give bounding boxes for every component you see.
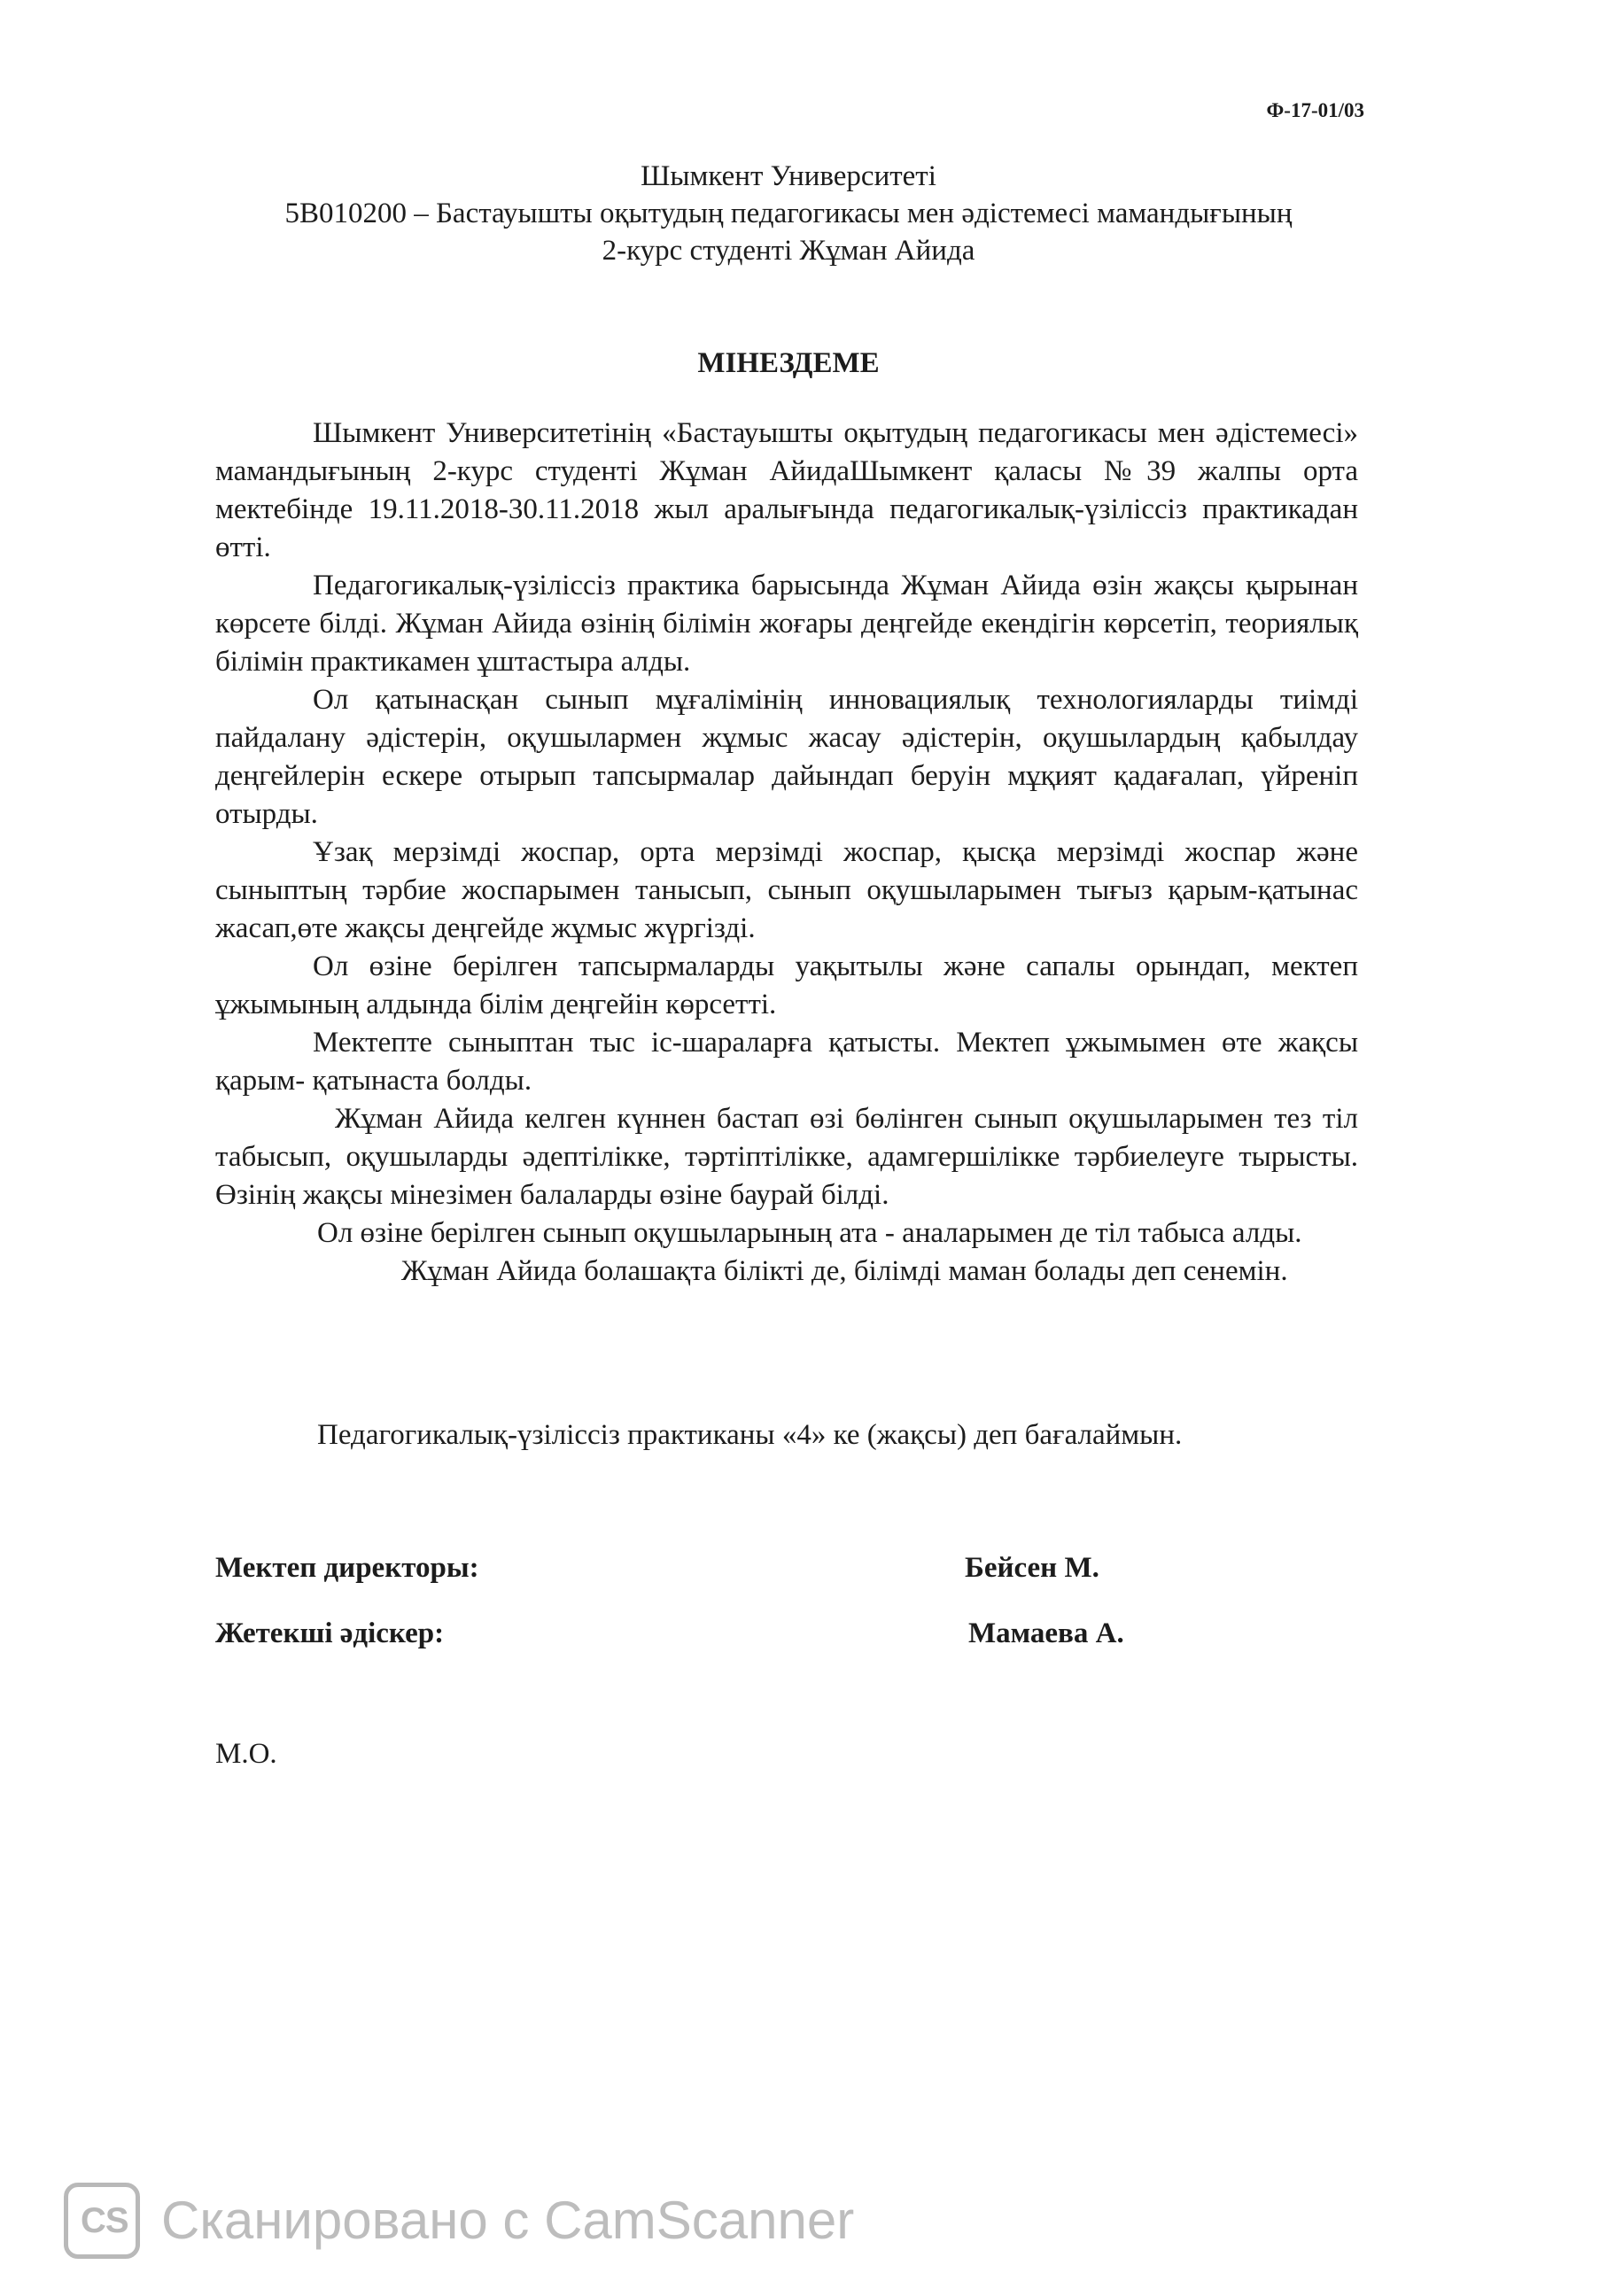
document-body: [215, 415, 1358, 1291]
paragraph: Мектепте сыныптан тыс іс-шараларға қатысты. Мектеп ұжымымен өте жақсы қарым- қатынаста болды.: [215, 1027, 1358, 1097]
paragraph: Ол өзіне берілген сынып оқушыларының ата - аналарымен де тіл табыса алды.: [317, 1217, 1302, 1249]
signature-row-methodist: [215, 1617, 1367, 1656]
form-code: Ф-17-01/03: [1266, 99, 1364, 121]
paragraph: Жұман Айида келген күннен бастап өзі бөлінген сынып оқушыларымен тез тіл табысып, оқушыларды әдептілікке, тәртіптілікке, адамгершілікке тәрбиелеуге тырысты. Өзінің жақсы мінезімен балаларды өзіне баурай білді.: [215, 1103, 1358, 1211]
paragraph: Шымкент Университетінің «Бастауышты оқытудың педагогикасы мен әдістемесі» мамандығының 2-курс студенті Жұман АйидаШымкент қаласы №39 жалпы орта мектебінде 19.11.2018-30.11.2018 жыл аралығында педагогикалық-үзіліссіз практикадан өтті.: [215, 417, 1358, 563]
signature-label: Жетекші әдіскер:: [215, 1617, 445, 1649]
paragraph: Ол өзіне берілген тапсырмаларды уақытылы және сапалы орындап, мектеп ұжымының алдында білім деңгейін көрсетті.: [215, 950, 1358, 1020]
watermark-label: Сканировано с CamScanner: [161, 2191, 855, 2250]
signature-name: Мамаева А.: [968, 1617, 1124, 1649]
paragraph: Педагогикалық-үзіліссіз практика барысында Жұман Айида өзін жақсы қырынан көрсете білді. Жұман Айида өзінің білімін жоғары деңгейде екендігін көрсетіп, теориялық білімін практикамен ұштастыра алды.: [215, 570, 1358, 678]
logo-text: CS: [81, 2201, 128, 2240]
camscanner-logo-icon: [64, 2183, 140, 2259]
document-header: [177, 158, 1400, 269]
signature-row-director: [215, 1552, 1367, 1591]
camscanner-watermark: [64, 2183, 1038, 2262]
grade-line: Педагогикалық-үзіліссіз практиканы «4» ке (жақсы) деп бағалаймын.: [317, 1419, 1183, 1451]
stamp-place-label: М.О.: [215, 1738, 277, 1770]
paragraph: Ұзақ мерзімді жоспар, орта мерзімді жоспар, қысқа мерзімді жоспар және сыныптың тәрбие жоспарымен танысып, сынып оқушыларымен тығыз қарым-қатынас жасап,өте жақсы деңгейде жұмыс жүргізді.: [215, 836, 1358, 944]
signature-name: Бейсен М.: [965, 1552, 1099, 1584]
student-line: 2-курс студенті Жұман Айида: [602, 235, 975, 267]
paragraph: Ол қатынасқан сынып мұғалімінің инновациялық технологияларды тиімді пайдалану әдістерін, оқушылармен жұмыс жасау әдістерін, оқушылардың қабылдау деңгейлерін ескере отырып тапсырмалар дайындап беруін мұқият қадағалап, үйреніп отырды.: [215, 684, 1358, 830]
paragraph: Жұман Айида болашақта білікті де, білімді маман болады деп сенемін.: [401, 1255, 1288, 1287]
document-title: МІНЕЗДЕМЕ: [697, 347, 880, 379]
specialty-line: 5В010200 – Бастауышты оқытудың педагогикасы мен әдістемесі мамандығының: [284, 198, 1293, 229]
signature-label: Мектеп директоры:: [215, 1552, 479, 1584]
university-name: Шымкент Университеті: [641, 160, 936, 192]
